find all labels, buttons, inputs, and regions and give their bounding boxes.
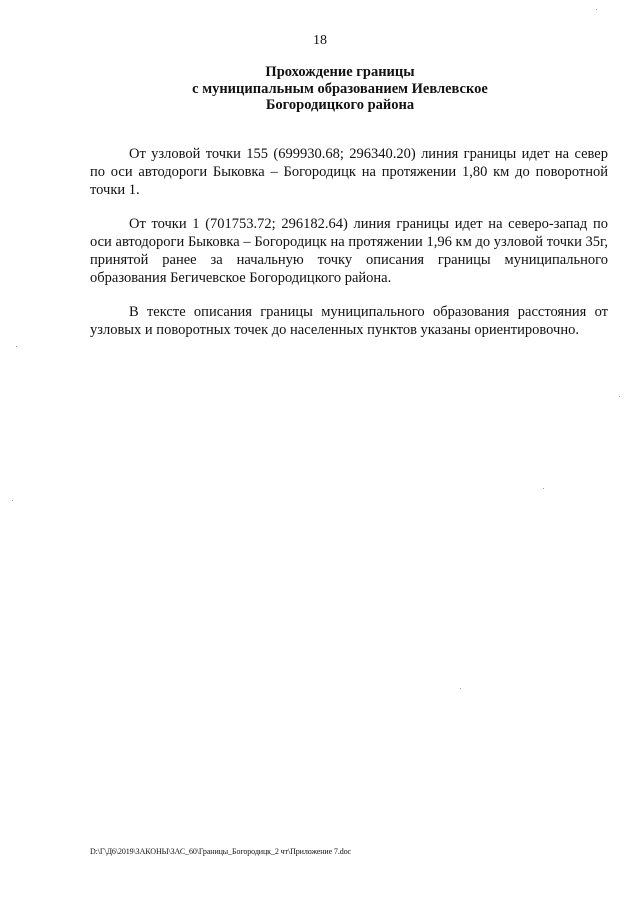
scan-speck: [460, 688, 461, 689]
scan-speck: [596, 9, 597, 10]
heading-line-2: с муниципальным образованием Иевлевское: [192, 80, 488, 97]
heading-line-1: Прохождение границы: [265, 64, 415, 80]
paragraph-3: В тексте описания границы муниципального образования расстояния от узловых и поворотных точек до населенных пунктов указаны ориентировочно.: [90, 303, 608, 338]
section-heading: [90, 64, 590, 114]
scan-speck: [543, 488, 544, 489]
paragraph-2: От точки 1 (701753.72; 296182.64) линия границы идет на северо-запад по оси автодороги Быковка – Богородицк на протяжении 1,96 км до узловой точки 35г, принятой ранее за начальную точку описания границы муниципального образования Бегичевское Богородицкого района.: [90, 215, 608, 286]
heading-line-3: Богородицкого района: [265, 97, 415, 113]
scan-speck: [12, 500, 13, 501]
page-number: 18: [313, 33, 327, 48]
footer-file-path: D:\Г\Д6\2019\ЗАКОНЫ\ЗАС_60\Границы_Богородицк_2 чт\Приложение 7.doc: [90, 847, 351, 856]
scan-speck: [619, 396, 620, 397]
paragraph-1: От узловой точки 155 (699930.68; 296340.20) линия границы идет на север по оси автодороги Быковка – Богородицк на протяжении 1,80 км до поворотной точки 1.: [90, 145, 608, 198]
scan-speck: [16, 346, 17, 347]
